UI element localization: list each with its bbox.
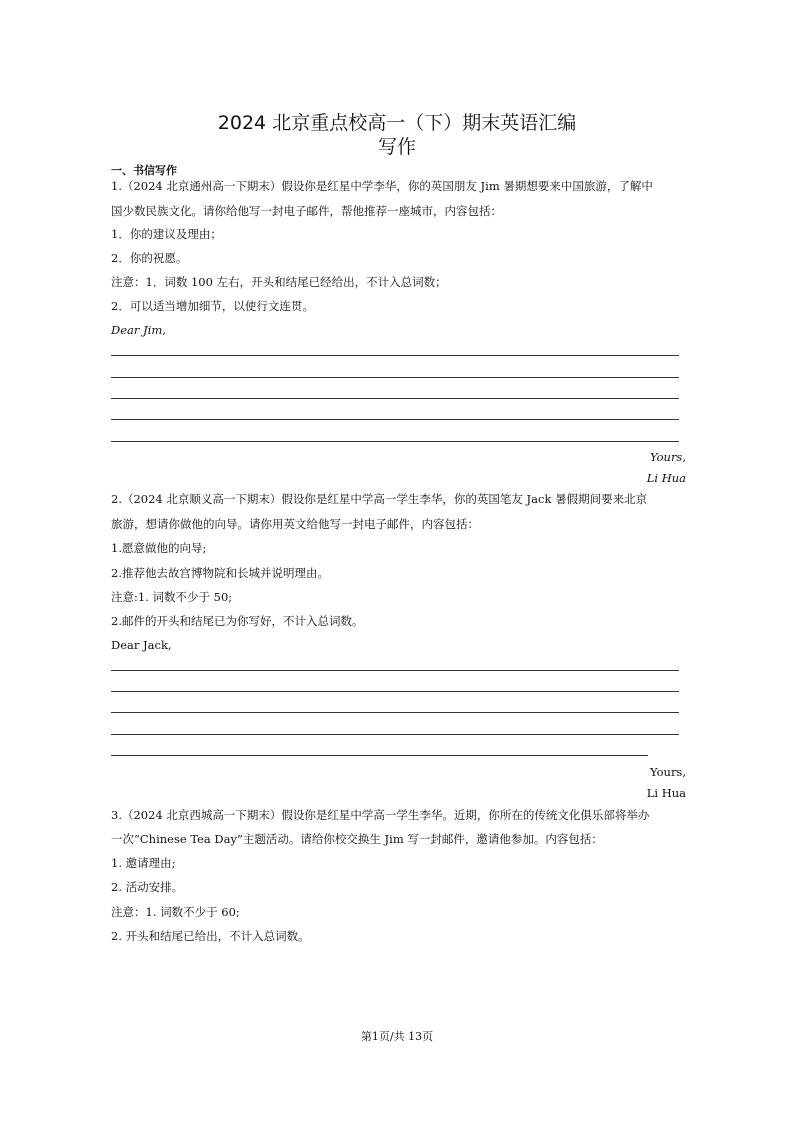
q2-prompt-line2: 旅游，想请你做他的向导。请你用英文给他写一封电子邮件，内容包括： [111, 517, 479, 531]
q2-item-2: 2.推荐他去故宫博物院和长城并说明理由。 [111, 566, 329, 580]
q2-note-2: 2.邮件的开头和结尾已为你写好，不计入总词数。 [111, 614, 364, 628]
q2-writing-line [111, 670, 679, 671]
q1-note-2: 2．可以适当增加细节，以使行文连贯。 [111, 299, 314, 313]
q2-writing-line [111, 734, 679, 735]
q3-prompt-line1: 3.（2024 北京西城高一下期末）假设你是红星中学高一学生李华。近期，你所在的传统文化俱乐部将举办 [111, 808, 650, 822]
q2-prompt-line1: 2.（2024 北京顺义高一下期末）假设你是红星中学高一学生李华，你的英国笔友 Jack 暑假期间要来北京 [111, 492, 648, 506]
q1-writing-line [111, 398, 679, 399]
q1-writing-line [111, 419, 679, 420]
q1-prompt-line1: 1.（2024 北京通州高一下期末）假设你是红星中学李华，你的英国朋友 Jim 暑期想要来中国旅游，了解中 [111, 179, 653, 193]
q1-greeting: Dear Jim, [111, 323, 166, 337]
q2-greeting: Dear Jack, [111, 638, 172, 652]
q3-item-1: 1. 邀请理由; [111, 856, 176, 870]
q1-closing: Yours, [650, 450, 686, 464]
q2-item-1: 1.愿意做他的向导; [111, 541, 207, 555]
q3-note-1: 注意：1. 词数不少于 60; [111, 905, 240, 919]
q1-writing-line [111, 377, 679, 378]
q2-writing-line [111, 755, 648, 756]
q1-writing-line [111, 441, 679, 442]
q2-writing-line [111, 691, 679, 692]
q2-closing: Yours, [650, 765, 686, 779]
q3-item-2: 2. 活动安排。 [111, 880, 184, 894]
q1-signature: Li Hua [646, 471, 686, 485]
section-heading: 一、书信写作 [111, 164, 177, 177]
q1-item-1: 1．你的建议及理由； [111, 227, 222, 241]
q2-writing-line [111, 712, 679, 713]
q2-signature: Li Hua [646, 786, 686, 800]
document-subtitle: 写作 [377, 136, 416, 158]
q3-prompt-line2: 一次“Chinese Tea Day”主题活动。请给你校交换生 Jim 写一封邮件，邀请他参加。内容包括： [111, 832, 603, 846]
page-footer: 第1页/共 13页 [360, 1030, 434, 1043]
document-title: 2024 北京重点校高一（下）期末英语汇编 [217, 112, 577, 134]
q1-writing-line [111, 355, 679, 356]
q1-note-1: 注意：1．词数 100 左右，开头和结尾已经给出，不计入总词数； [111, 275, 447, 289]
q3-note-2: 2. 开头和结尾已给出，不计入总词数。 [111, 929, 310, 943]
q2-note-1: 注意:1. 词数不少于 50; [111, 590, 233, 604]
q1-prompt-line2: 国少数民族文化。请你给他写一封电子邮件，帮他推荐一座城市，内容包括： [111, 204, 502, 218]
q1-item-2: 2．你的祝愿。 [111, 251, 188, 265]
